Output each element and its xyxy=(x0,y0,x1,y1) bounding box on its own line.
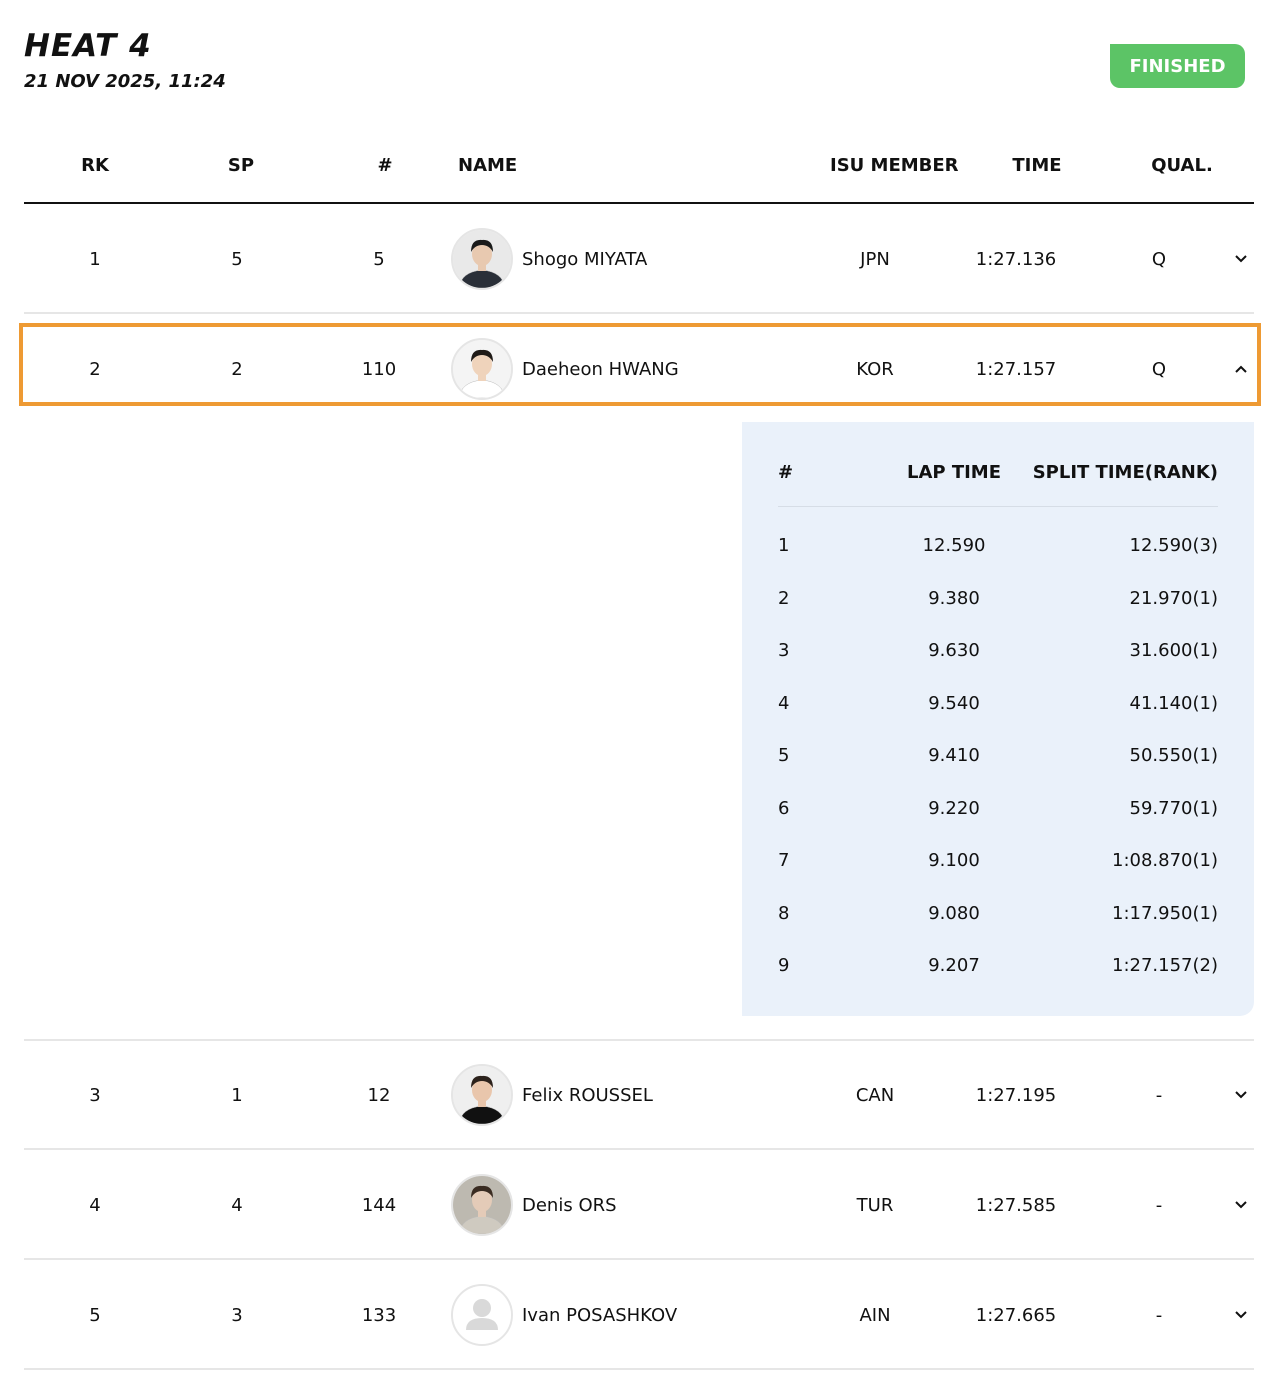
lap-row xyxy=(742,783,1254,835)
row-divider xyxy=(24,1368,1254,1370)
start-position-cell: 2 xyxy=(231,358,243,380)
bib-number-cell: 144 xyxy=(361,1194,397,1216)
table-row[interactable] xyxy=(24,204,1254,314)
isu-member-cell: TUR xyxy=(856,1194,894,1216)
column-header-time: TIME xyxy=(1012,155,1062,176)
lap-row xyxy=(742,940,1254,992)
qualification-cell: - xyxy=(1155,1084,1163,1106)
column-header-name: NAME xyxy=(458,155,518,176)
lap-row xyxy=(742,625,1254,677)
time-cell: 1:27.665 xyxy=(975,1304,1057,1326)
lap-time: 9.100 xyxy=(928,850,980,871)
athlete-avatar xyxy=(451,1150,513,1260)
lap-time: 9.410 xyxy=(928,745,980,766)
lap-number: 1 xyxy=(778,535,790,556)
lap-row xyxy=(742,888,1254,940)
lap-row xyxy=(742,573,1254,625)
bib-number-cell: 5 xyxy=(373,248,385,270)
split-time: 21.970(1) xyxy=(1129,587,1218,609)
time-cell: 1:27.157 xyxy=(975,358,1057,380)
lap-row xyxy=(742,730,1254,782)
avatar xyxy=(451,1174,513,1236)
rank-cell: 2 xyxy=(89,358,101,380)
athlete-photo xyxy=(453,230,511,288)
lap-number: 6 xyxy=(778,797,790,819)
athlete-avatar xyxy=(451,1040,513,1150)
start-position-cell: 4 xyxy=(231,1194,243,1216)
chevron-down-icon[interactable] xyxy=(1226,1040,1256,1150)
lap-time: 9.220 xyxy=(928,797,980,819)
column-header-rk: RK xyxy=(81,155,109,176)
isu-member-cell: AIN xyxy=(859,1304,891,1326)
athlete-avatar xyxy=(451,204,513,314)
split-time: 59.770(1) xyxy=(1129,797,1218,819)
athlete-name: Felix ROUSSEL xyxy=(522,1084,653,1106)
chevron-down-icon[interactable] xyxy=(1226,204,1256,314)
lap-time: 12.590 xyxy=(922,535,986,556)
split-time: 50.550(1) xyxy=(1129,745,1218,766)
column-header-isu: ISU MEMBER xyxy=(830,155,959,176)
time-cell: 1:27.195 xyxy=(975,1084,1057,1106)
athlete-name: Daeheon HWANG xyxy=(522,358,679,380)
split-time: 31.600(1) xyxy=(1129,640,1218,661)
split-time: 1:17.950(1) xyxy=(1112,902,1218,924)
split-time: 1:27.157(2) xyxy=(1112,955,1218,976)
rank-cell: 4 xyxy=(89,1194,101,1216)
heat-title: HEAT 4 xyxy=(24,28,152,64)
athlete-photo xyxy=(453,1176,511,1234)
laps-header-split-time: SPLIT TIME(RANK) xyxy=(1032,462,1218,483)
bib-number-cell: 12 xyxy=(367,1084,391,1106)
avatar xyxy=(451,228,513,290)
lap-number: 8 xyxy=(778,902,790,924)
lap-number: 3 xyxy=(778,640,790,661)
start-position-cell: 1 xyxy=(231,1084,243,1106)
lap-row xyxy=(742,520,1254,572)
split-time: 12.590(3) xyxy=(1129,535,1218,556)
split-time: 1:08.870(1) xyxy=(1112,850,1218,871)
lap-time: 9.207 xyxy=(928,955,980,976)
lap-number: 4 xyxy=(778,692,790,714)
lap-number: 5 xyxy=(778,745,790,766)
time-cell: 1:27.136 xyxy=(975,248,1057,270)
isu-member-cell: CAN xyxy=(855,1084,895,1106)
isu-member-cell: JPN xyxy=(860,248,890,270)
lap-row xyxy=(742,835,1254,887)
rank-cell: 1 xyxy=(89,248,101,270)
chevron-down-icon[interactable] xyxy=(1226,1150,1256,1260)
status-badge: FINISHED xyxy=(1110,44,1245,88)
laps-header-divider xyxy=(778,506,1218,507)
bib-number-cell: 110 xyxy=(361,358,397,380)
table-row[interactable] xyxy=(24,1150,1254,1260)
avatar xyxy=(451,1284,513,1346)
column-header-qual: QUAL. xyxy=(1151,155,1213,176)
lap-row xyxy=(742,678,1254,730)
rank-cell: 3 xyxy=(89,1084,101,1106)
heat-date: 21 NOV 2025, 11:24 xyxy=(24,71,226,92)
bib-number-cell: 133 xyxy=(361,1304,397,1326)
qualification-cell: - xyxy=(1155,1194,1163,1216)
lap-time: 9.380 xyxy=(928,587,980,609)
athlete-name: Shogo MIYATA xyxy=(522,248,648,270)
avatar xyxy=(451,1064,513,1126)
split-time: 41.140(1) xyxy=(1129,692,1218,714)
lap-number: 2 xyxy=(778,587,790,609)
row-divider xyxy=(24,1039,1254,1041)
start-position-cell: 3 xyxy=(231,1304,243,1326)
laps-header-num: # xyxy=(778,462,794,483)
chevron-down-icon[interactable] xyxy=(1226,1260,1256,1370)
rank-cell: 5 xyxy=(89,1304,101,1326)
qualification-cell: Q xyxy=(1151,358,1167,380)
lap-time: 9.080 xyxy=(928,902,980,924)
start-position-cell: 5 xyxy=(231,248,243,270)
laps-header-lap-time: LAP TIME xyxy=(906,462,1002,483)
qualification-cell: Q xyxy=(1151,248,1167,270)
athlete-name: Ivan POSASHKOV xyxy=(522,1304,678,1326)
isu-member-cell: KOR xyxy=(856,358,894,380)
lap-time: 9.540 xyxy=(928,692,980,714)
column-header-num: # xyxy=(377,155,393,176)
selected-row-highlight xyxy=(19,323,1261,406)
lap-times-panel xyxy=(742,422,1254,1016)
column-header-sp: SP xyxy=(227,155,255,176)
table-row[interactable] xyxy=(24,1260,1254,1370)
athlete-name: Denis ORS xyxy=(522,1194,617,1216)
time-cell: 1:27.585 xyxy=(975,1194,1057,1216)
user-placeholder-icon xyxy=(453,1286,511,1344)
qualification-cell: - xyxy=(1155,1304,1163,1326)
table-row[interactable] xyxy=(24,1040,1254,1150)
lap-time: 9.630 xyxy=(928,640,980,661)
athlete-photo xyxy=(453,1066,511,1124)
lap-number: 9 xyxy=(778,955,790,976)
athlete-avatar xyxy=(451,1260,513,1370)
lap-number: 7 xyxy=(778,850,790,871)
